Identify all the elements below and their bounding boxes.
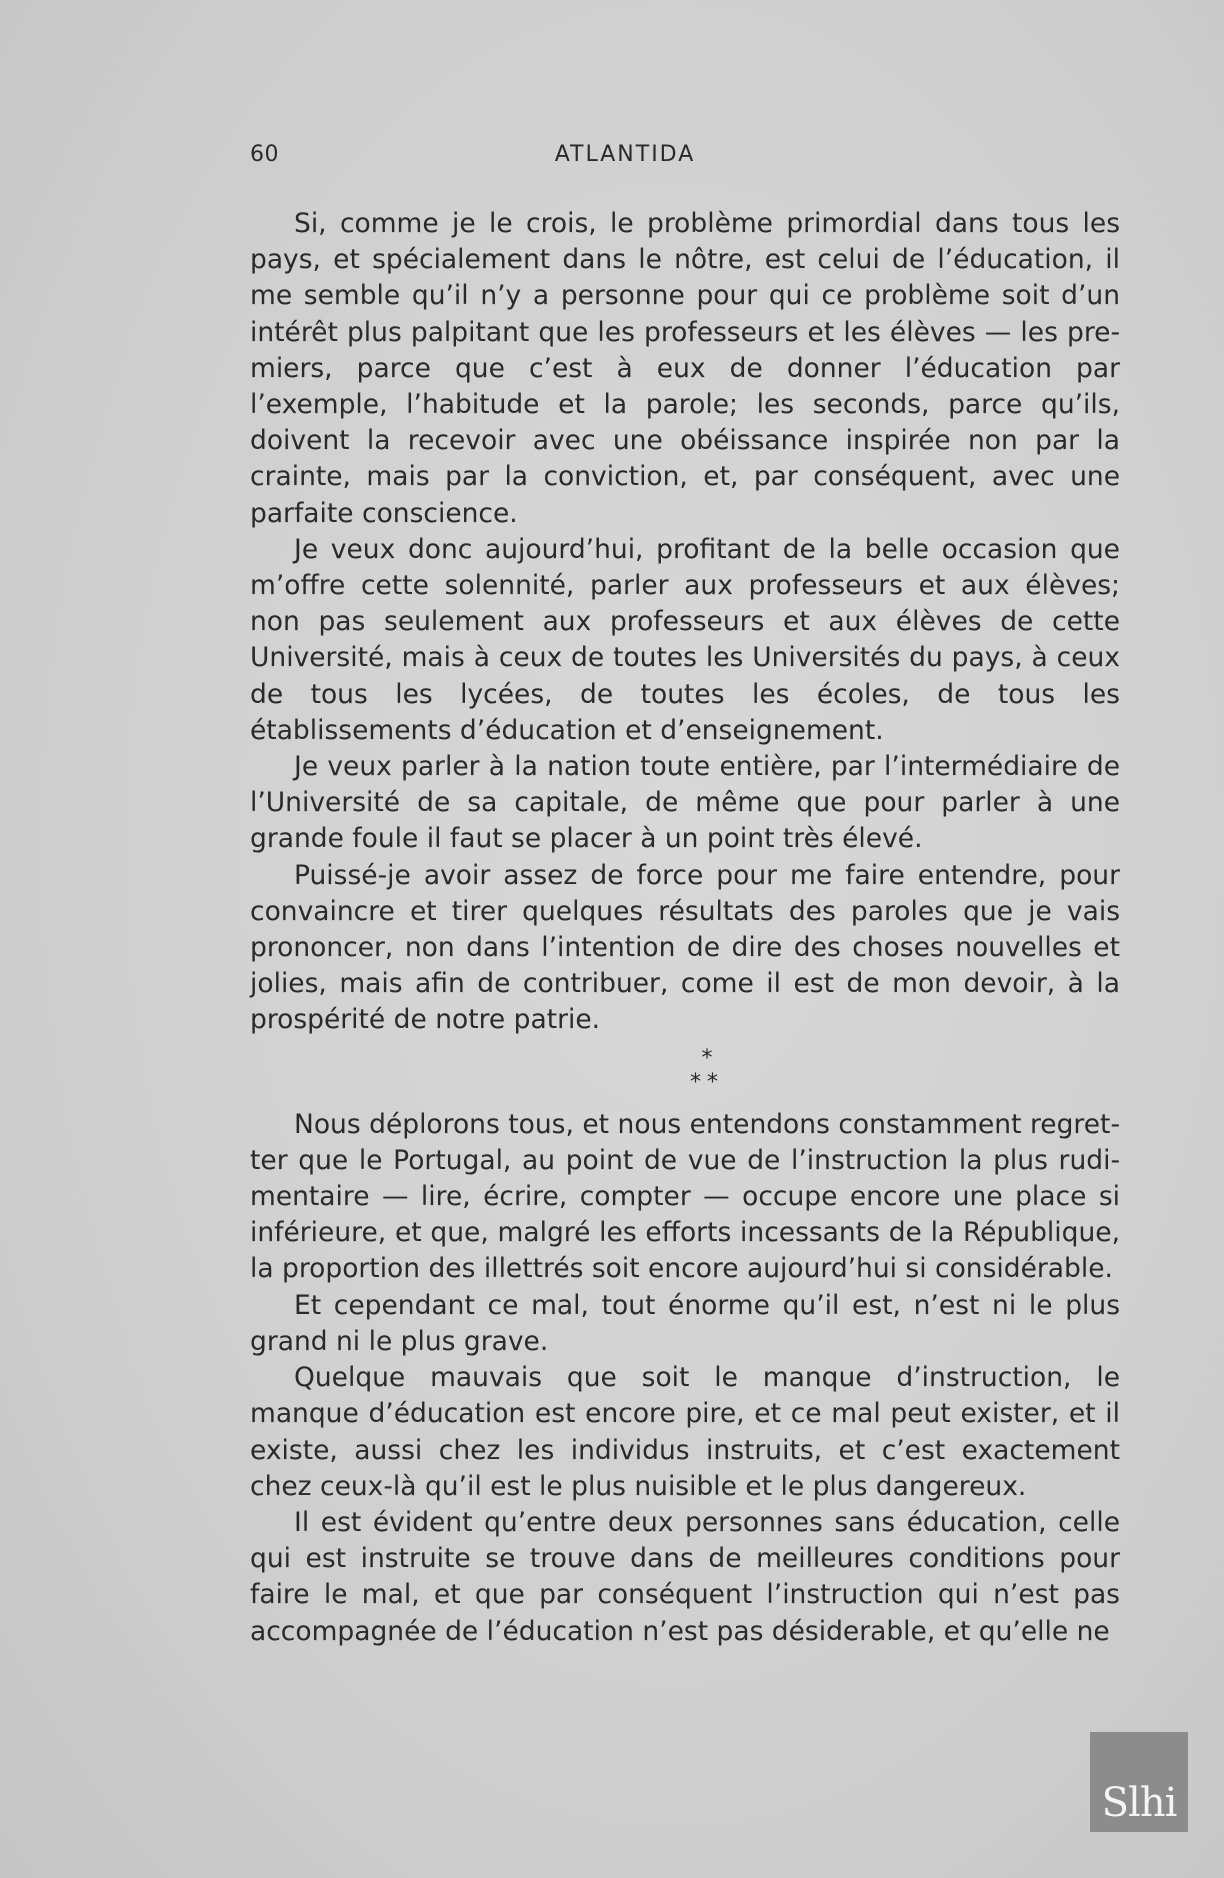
paragraph: Nous déplorons tous, et nous entendons constamment regretter que le Portugal, au point de vue de l’instruction la plus rudimentaire — lire, écrire, compter — occupe encore une place si inférieure, et que, malgré les efforts incessants de la République, la proportion des illettrés soit encore aujourd’hui si considérable. <box>250 1108 1120 1285</box>
paragraph: Quelque mauvais que soit le manque d’instruction, le manque d’éducation est encore pire, et ce mal peut exister, et il existe, aussi chez les individus instruits, et c’est exactement chez ceux-là qu’il est le plus nuisible et le plus dangereux. <box>250 1362 1120 1502</box>
library-watermark: Slhi <box>1090 1732 1188 1832</box>
paragraph: Je veux parler à la nation toute entière, par l’intermédiaire de l’Université de sa capitale, de même que pour parler à une grande foule il faut se placer à un point très élevé. <box>250 751 1120 855</box>
section-separator <box>294 1039 1120 1107</box>
paragraph: Si, comme je le crois, le problème primordial dans tous les pays, et spécialement dans le nôtre, est celui de l’éducation, il me semble qu’il n’y a personne pour qui ce problème soit d’un intérêt plus palpitant que les professeurs et les élèves — les premiers, parce que c’est à eux de donner l’éducation par l’exemple, l’habitude et la parole; les seconds, parce qu’ils, doivent la recevoir avec une obéissance inspirée non par la crainte, mais par la conviction, et, par conséquent, avec une parfaite conscience. <box>250 208 1120 529</box>
body-text <box>250 206 1120 1650</box>
paragraph: Puissé-je avoir assez de force pour me faire entendre, pour convaincre et tirer quelques résultats des paroles que je vais prononcer, non dans l’intention de dire des choses nouvelles et jolies, mais afin de contribuer, come il est de mon devoir, à la prospérité de notre patrie. <box>250 859 1120 1036</box>
paragraph: Et cependant ce mal, tout énorme qu’il est, n’est ni le plus grand ni le plus grave. <box>250 1289 1120 1357</box>
paragraph: Je veux donc aujourd’hui, profitant de la belle occasion que m’offre cette solennité, parler aux professeurs et aux élèves; non pas seulement aux professeurs et aux élèves de cette Université, mais à ceux de toutes les Universités du pays, à ceux de tous les lycées, de toutes les écoles, de tous les établissements d’éducation et d’enseignement. <box>250 533 1120 746</box>
page-header <box>250 142 1120 172</box>
running-title: ATLANTIDA <box>554 142 696 167</box>
paragraph: Il est évident qu’entre deux personnes sans éducation, celle qui est instruite se trouve dans de meilleures conditions pour faire le mal, et que par conséquent l’instruction qui n’est pas accompagnée de l’éducation n’est pas désiderable, et qu’elle ne <box>250 1506 1120 1647</box>
asterism-top: * <box>701 1045 713 1071</box>
asterism-bottom: ** <box>690 1069 724 1095</box>
page-number: 60 <box>250 142 279 167</box>
